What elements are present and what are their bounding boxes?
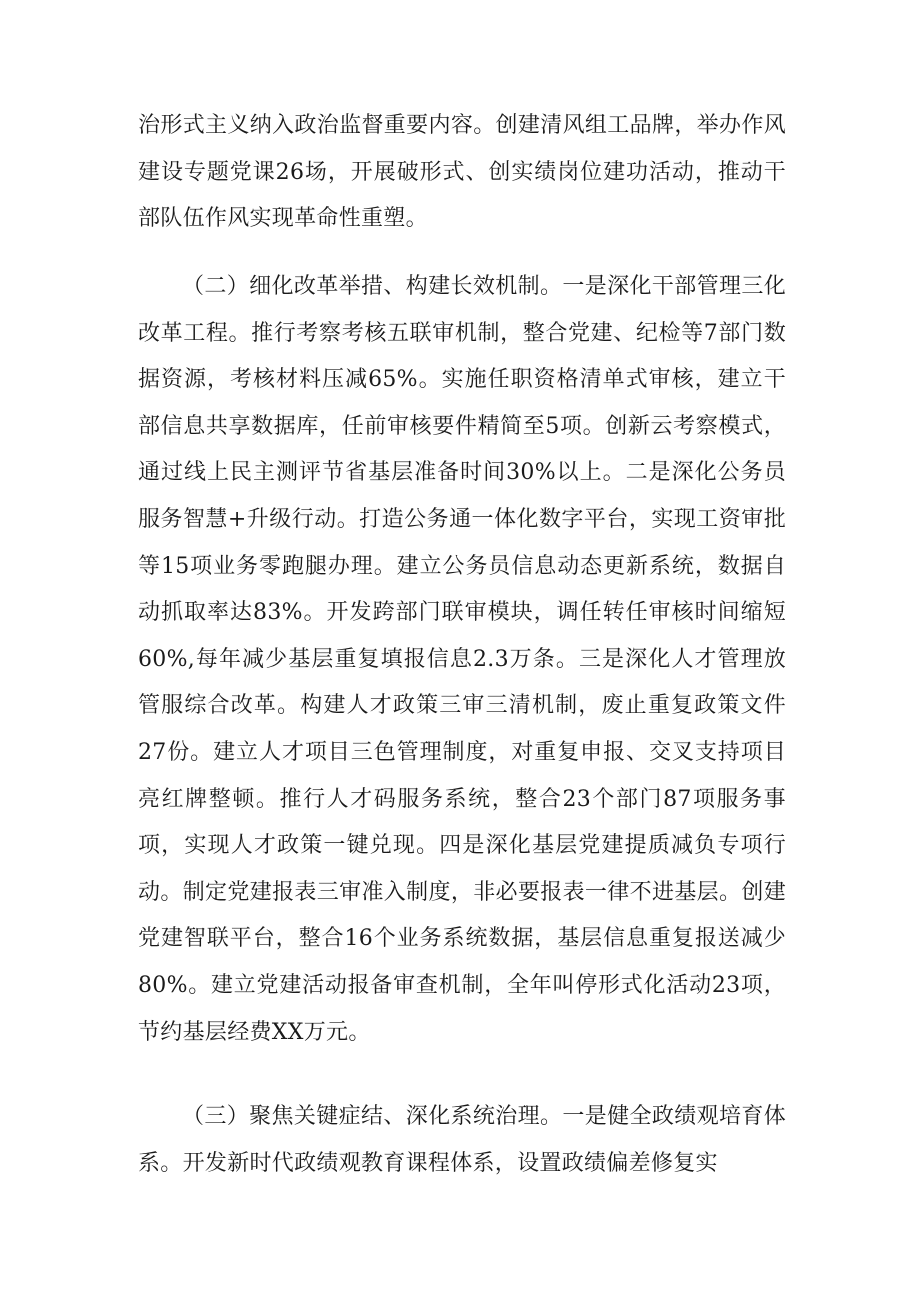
paragraph-section-two (138, 264, 786, 1056)
paragraph-text: （三）聚焦关键症结、深化系统治理。一是健全政绩观培育体系。开发新时代政绩观教育课程体系，设置政绩偏差修复实 (138, 1104, 786, 1176)
paragraph-continued (138, 103, 786, 243)
paragraph-text: （二）细化改革举措、构建长效机制。一是深化干部管理三化改革工程。推行考察考核五联审机制，整合党建、纪检等7部门数据资源，考核材料压减65%。实施任职资格清单式审核，建立干部信息共享数据库，任前审核要件精简至5项。创新云考察模式，通过线上民主测评节省基层准备时间30%以上。二是深化公务员服务智慧+升级行动。打造公务通一体化数字平台，实现工资审批等15项业务零跑腿办理。建立公务员信息动态更新系统，数据自动抓取率达83%。开发跨部门联审模块，调任转任审核时间缩短60%,每年减少基层重复填报信息2.3万条。三是深化人才管理放管服综合改革。构建人才政策三审三清机制，废止重复政策文件27份。建立人才项目三色管理制度，对重复申报、交叉支持项目亮红牌整顿。推行人才码服务系统，整合23个部门87项服务事项，实现人才政策一键兑现。四是深化基层党建提质减负专项行动。制定党建报表三审准入制度，非必要报表一律不进基层。创建党建智联平台，整合16个业务系统数据，基层信息重复报送减少80%。建立党建活动报备审查机制，全年叫停形式化活动23项，节约基层经费XX万元。 (138, 274, 786, 1045)
paragraph-text: 治形式主义纳入政治监督重要内容。创建清风组工品牌，举办作风建设专题党课26场，开展破形式、创实绩岗位建功活动，推动干部队伍作风实现革命性重塑。 (138, 113, 786, 232)
paragraph-section-three (138, 1094, 786, 1187)
